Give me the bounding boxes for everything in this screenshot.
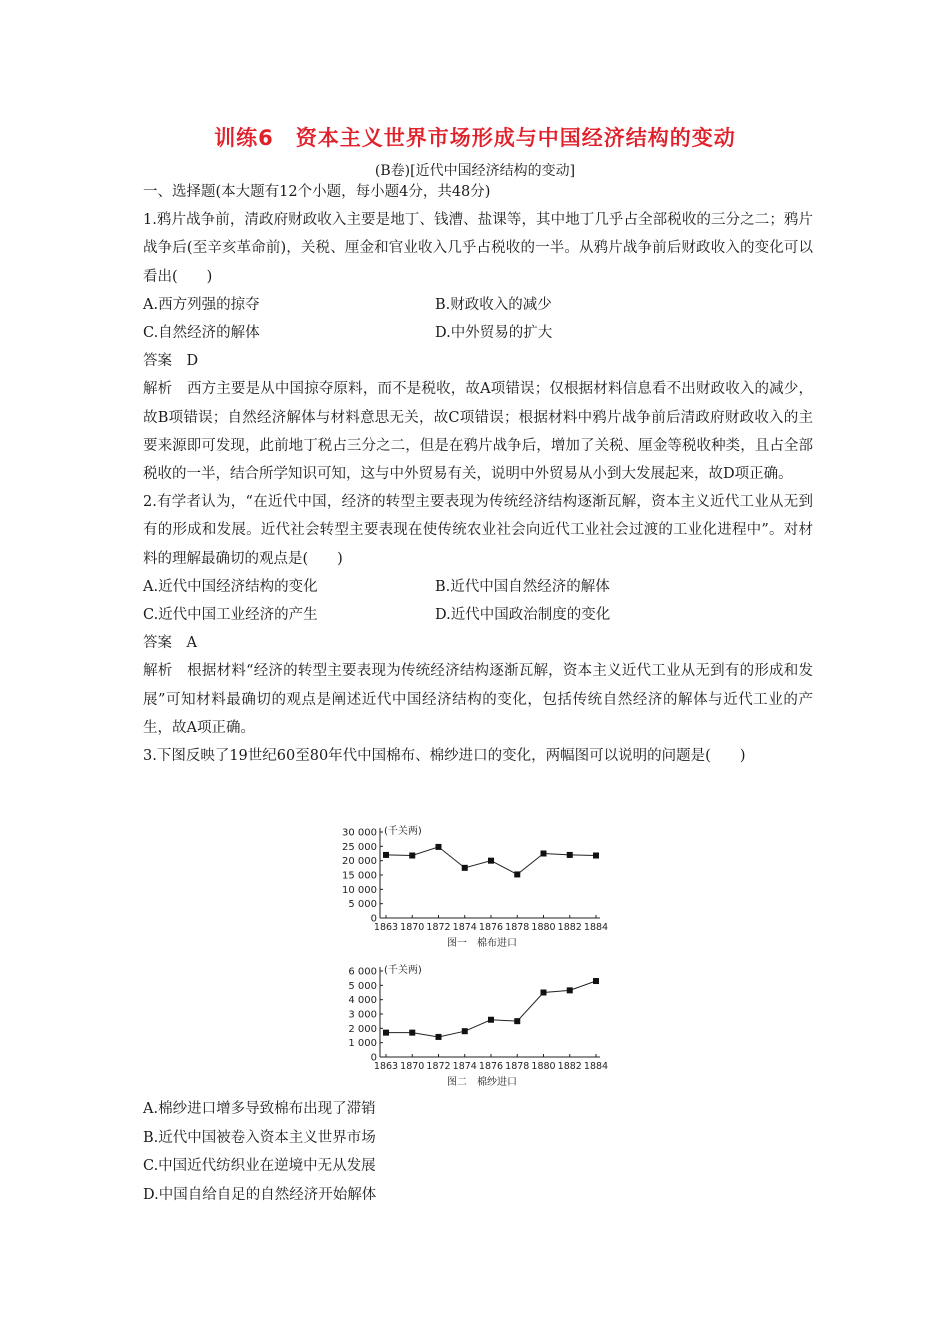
chart2-series-line	[386, 981, 596, 1037]
chart2-y-tick-label: 3 000	[348, 1009, 377, 1021]
chart1-x-tick-label: 1870	[400, 922, 425, 933]
chart1-data-point	[383, 852, 389, 858]
chart2-x-tick-label: 1880	[531, 1061, 556, 1072]
chart2-y-tick-label: 5 000	[348, 980, 377, 992]
chart1-y-tick-label: 30 000	[342, 827, 377, 839]
q2-answer: 答案 A	[143, 635, 197, 652]
chart1-data-point	[488, 858, 494, 864]
chart2-x-tick-label: 1882	[557, 1061, 582, 1072]
chart1-y-tick-label: 20 000	[342, 856, 377, 868]
q3-option-a: A.棉纱进口增多导致棉布出现了滞销	[143, 1101, 376, 1117]
chart1-x-tick-label: 1872	[426, 922, 451, 933]
chart2-x-tick-label: 1870	[400, 1061, 425, 1072]
chart2-y-tick-label: 4 000	[348, 995, 377, 1007]
chart1-y-axis-label: (千关两)	[384, 826, 422, 837]
q3-option-d: D.中国自给自足的自然经济开始解体	[143, 1186, 377, 1203]
cotton-cloth-chart	[330, 822, 620, 957]
q1-option-b: B.财政收入的减少	[435, 296, 552, 313]
chart2-y-axis-label: (千关两)	[384, 965, 422, 976]
chart2-data-point	[514, 1018, 520, 1024]
q2-option-b: B.近代中国自然经济的解体	[435, 578, 610, 595]
q2-option-d: D.近代中国政治制度的变化	[435, 607, 611, 624]
q2-option-c: C.近代中国工业经济的产生	[143, 607, 318, 624]
chart1-data-point	[436, 844, 442, 850]
chart1-data-point	[409, 853, 415, 859]
chart1-x-tick-label: 1880	[531, 922, 556, 933]
q2-options-row-2	[143, 601, 813, 629]
chart2-y-tick-label: 2 000	[348, 1023, 377, 1035]
chart2-data-point	[541, 990, 547, 996]
chart2-data-point	[436, 1034, 442, 1040]
q1-options-row-2	[143, 319, 813, 347]
chart1-y-tick-label: 25 000	[342, 841, 377, 853]
chart1-x-tick-label: 1884	[583, 922, 609, 933]
chart2-x-tick-label: 1874	[452, 1061, 477, 1072]
chart2-y-tick-label: 6 000	[348, 966, 377, 978]
q1-answer: 答案 D	[143, 353, 199, 370]
chart2-data-point	[409, 1030, 415, 1036]
q1-analysis: 解析 西方主要是从中国掠夺原料，而不是税收，故A项错误；仅根据材料信息看不出财政收入的减少，故B项错误；自然经济解体与材料意思无关，故C项错误；根据材料中鸦片战争前后清政府财政收入的主要来源即可发现，此前地丁税占三分之二，但是在鸦片战争后，增加了关税、厘金等税收种类，且占全部税收的一半，结合所学知识可知，这与中外贸易有关，说明中外贸易从小到大发展起来，故D项正确。	[143, 381, 813, 483]
chart1-y-tick-label: 0	[370, 913, 377, 925]
q1-option-c: C.自然经济的解体	[143, 325, 260, 342]
chart2-data-point	[383, 1030, 389, 1036]
chart2-data-point	[567, 987, 573, 993]
chart2-caption: 图二 棉纱进口	[447, 1077, 517, 1088]
q2-stem: 2.有学者认为，“在近代中国，经济的转型主要表现为传统经济结构逐渐瓦解，资本主义近代工业从无到有的形成和发展。近代社会转型主要表现在使传统农业社会向近代工业社会过渡的工业化进程中”。对材料的理解最确切的观点是( )	[143, 494, 813, 567]
chart2-x-tick-label: 1872	[426, 1061, 451, 1072]
chart1-x-tick-label: 1874	[452, 922, 477, 933]
q1-stem: 1.鸦片战争前，清政府财政收入主要是地丁、钱漕、盐课等，其中地丁几乎占全部税收的三分之二；鸦片战争后(至辛亥革命前)，关税、厘金和官业收入几乎占税收的一半。从鸦片战争前后财政收入的变化可以看出( )	[143, 212, 813, 285]
cotton-yarn-chart	[330, 961, 620, 1096]
chart1-y-tick-label: 10 000	[342, 884, 377, 896]
chart1-y-tick-label: 5 000	[348, 899, 377, 911]
q1-options-row-1	[143, 291, 813, 319]
q2-analysis: 解析 根据材料“经济的转型主要表现为传统经济结构逐渐瓦解，资本主义近代工业从无到有的形成和发展”可知材料最确切的观点是阐述近代中国经济结构的变化，包括传统自然经济的解体与近代工业的产生，故A项正确。	[143, 663, 813, 736]
chart2-x-tick-label: 1878	[505, 1061, 530, 1072]
chart2-x-tick-label: 1876	[478, 1061, 504, 1072]
q1-option-d: D.中外贸易的扩大	[435, 325, 553, 342]
chart1-data-point	[567, 852, 573, 858]
chart2-data-point	[488, 1017, 494, 1023]
section-heading: 一、选择题(本大题有12个小题，每小题4分，共48分)	[143, 184, 491, 200]
chart1-x-tick-label: 1863	[373, 922, 399, 933]
q1-option-a: A.西方列强的掠夺	[143, 296, 260, 313]
q3-options	[143, 1095, 813, 1209]
import-charts	[330, 822, 620, 1096]
q2-options-row-1	[143, 573, 813, 601]
chart1-y-tick-label: 15 000	[342, 870, 377, 882]
chart1-data-point	[514, 871, 520, 877]
chart1-x-tick-label: 1882	[557, 922, 582, 933]
q2-option-a: A.近代中国经济结构的变化	[143, 578, 318, 595]
chart1-data-point	[541, 851, 547, 857]
chart2-data-point	[462, 1028, 468, 1034]
chart2-y-tick-label: 1 000	[348, 1038, 377, 1050]
q3-stem: 3.下图反映了19世纪60至80年代中国棉布、棉纱进口的变化，两幅图可以说明的问题是( )	[143, 748, 746, 765]
q3-option-c: C.中国近代纺织业在逆境中无从发展	[143, 1158, 376, 1174]
chart1-caption: 图一 棉布进口	[447, 938, 517, 949]
chart1-x-tick-label: 1878	[505, 922, 530, 933]
chart1-data-point	[462, 865, 468, 871]
chart2-data-point	[593, 978, 599, 984]
question-content	[143, 178, 813, 770]
chart2-x-tick-label: 1863	[373, 1061, 399, 1072]
page-subtitle: (B卷)[近代中国经济结构的变动]	[374, 163, 576, 179]
chart2-y-tick-label: 0	[370, 1052, 377, 1064]
q3-option-b: B.近代中国被卷入资本主义世界市场	[143, 1129, 376, 1146]
chart1-data-point	[593, 853, 599, 859]
chart2-x-tick-label: 1884	[583, 1061, 609, 1072]
page-title: 训练6 资本主义世界市场形成与中国经济结构的变动	[214, 126, 736, 150]
chart1-x-tick-label: 1876	[478, 922, 504, 933]
